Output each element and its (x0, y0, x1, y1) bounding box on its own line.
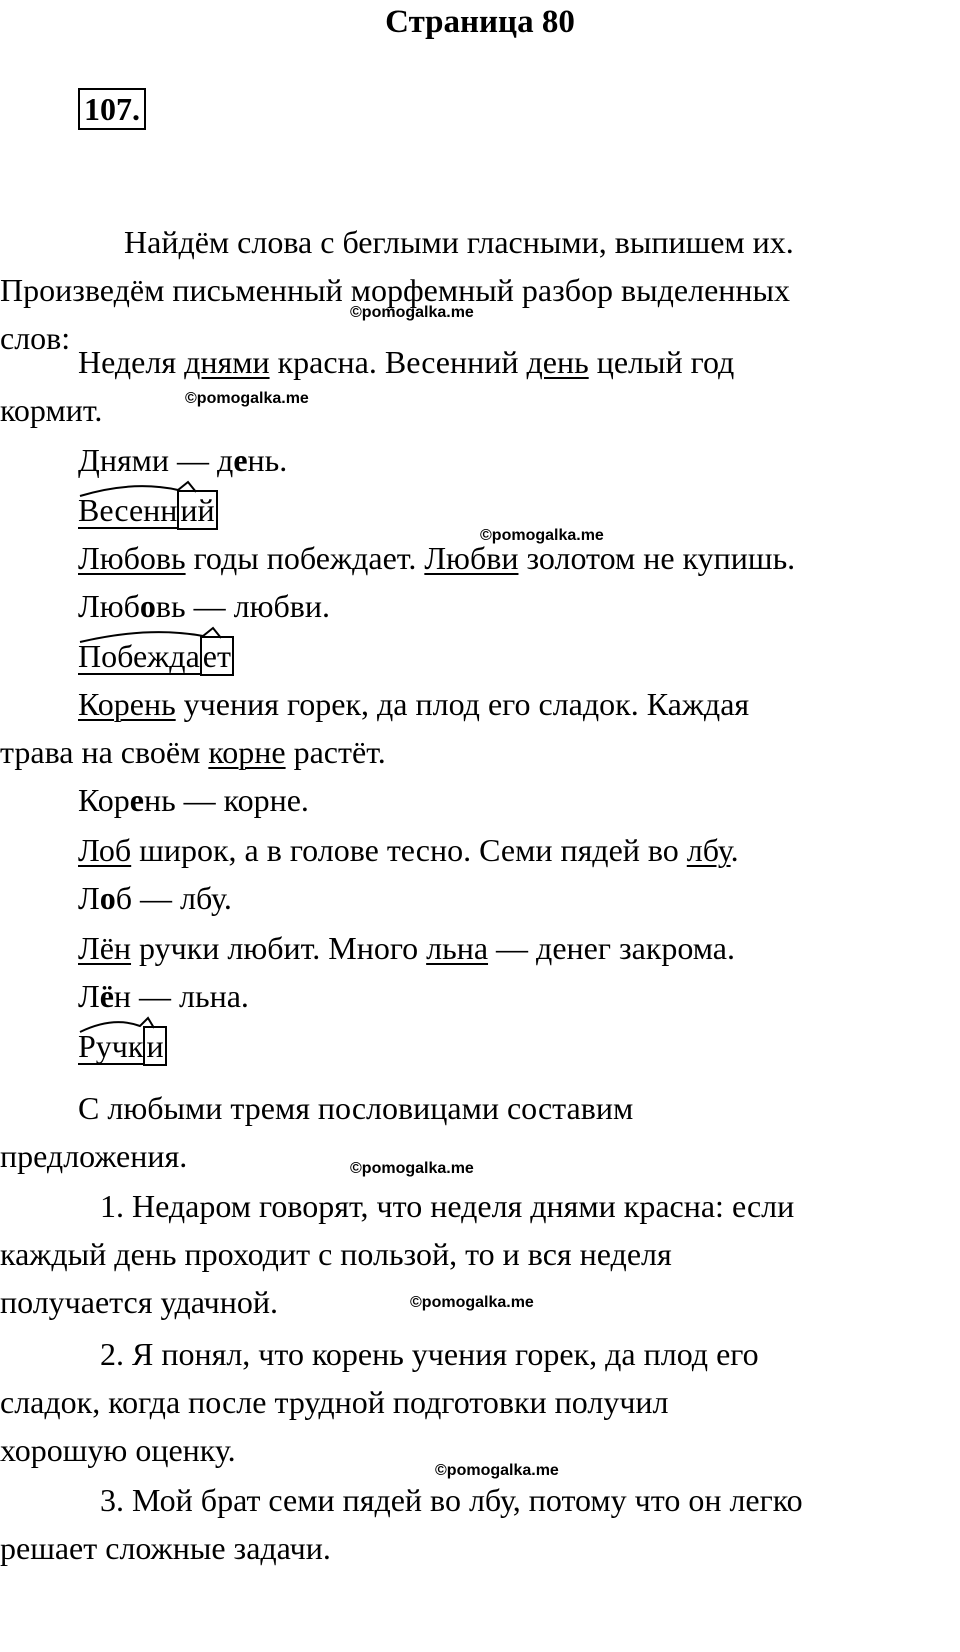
sentence-line: решает сложные задачи. (0, 1530, 331, 1566)
watermark: ©pomogalka.me (435, 1462, 559, 1479)
text: Кор (78, 782, 130, 818)
pair-line (78, 878, 232, 918)
root-arc-icon (78, 1014, 198, 1034)
fluent-vowel: е (129, 782, 144, 818)
morpheme-parse (78, 636, 234, 676)
morpheme-parse (78, 490, 218, 530)
root-arc-icon (78, 478, 238, 498)
ending: ет (200, 636, 234, 676)
text: н — льна. (113, 978, 249, 1014)
task-line: С любыми тремя пословицами составим (78, 1090, 634, 1126)
text: ручки любит. Много (131, 930, 427, 966)
text: целый год (588, 344, 735, 380)
watermark: ©pomogalka.me (410, 1294, 534, 1311)
highlighted-word: Лоб (78, 832, 132, 868)
text: учения горек, да плод его сладок. Каждая (175, 686, 750, 722)
text: красна. Весенний (269, 344, 527, 380)
text: золотом не купишь. (518, 540, 796, 576)
pair-line (78, 780, 309, 820)
fluent-vowel: о (99, 880, 116, 916)
text: растёт. (285, 734, 386, 770)
text: вь — любви. (155, 588, 330, 624)
highlighted-word: корне (208, 734, 286, 770)
highlighted-word: Корень (78, 686, 176, 722)
watermark: ©pomogalka.me (480, 527, 604, 544)
sentence-line: хорошую оценку. (0, 1432, 236, 1468)
intro-line: Произведём письменный морфемный разбор выделенных (0, 272, 791, 308)
highlighted-word: Любовь (78, 540, 186, 576)
ending: и (143, 1026, 166, 1066)
watermark: ©pomogalka.me (350, 304, 474, 321)
pair-line (78, 440, 287, 480)
proverb-line (78, 538, 795, 578)
page-title: Страница 80 (385, 4, 575, 40)
text: нь — корне. (143, 782, 309, 818)
intro-line: слов: (0, 320, 71, 356)
fluent-vowel: е (233, 442, 248, 478)
fluent-vowel: ё (99, 978, 114, 1014)
pair-line (78, 586, 330, 626)
stem: Весенн (78, 492, 178, 528)
fluent-vowel: о (139, 588, 156, 624)
highlighted-word: лбу (686, 832, 731, 868)
sentence-line: каждый день проходит с пользой, то и вся неделя (0, 1236, 672, 1272)
intro-line: Найдём слова с беглыми гласными, выпишем их. (124, 224, 794, 260)
text: — денег закрома. (488, 930, 735, 966)
highlighted-word: Любви (424, 540, 519, 576)
task-line: предложения. (0, 1138, 188, 1174)
proverb-line (78, 342, 734, 382)
text: широк, а в голове тесно. Семи пядей во (131, 832, 687, 868)
text: нь. (247, 442, 288, 478)
text: б — лбу. (115, 880, 232, 916)
text: Л (78, 880, 100, 916)
stem: Ручк (78, 1028, 144, 1064)
morpheme-parse (78, 1026, 167, 1066)
highlighted-word: день (526, 344, 589, 380)
proverb-line: кормит. (0, 392, 103, 428)
sentence-line: 1. Недаром говорят, что неделя днями красна: если (100, 1188, 795, 1224)
text: Л (78, 978, 100, 1014)
proverb-line (78, 928, 735, 968)
highlighted-word: Лён (78, 930, 132, 966)
watermark: ©pomogalka.me (185, 390, 309, 407)
text: годы побеждает. (185, 540, 425, 576)
text: Днями — д (78, 442, 234, 478)
text: трава на своём (0, 734, 209, 770)
sentence-line: 3. Мой брат семи пядей во лбу, потому что он легко (100, 1482, 803, 1518)
proverb-line (78, 684, 749, 724)
stem: Побежда (78, 638, 200, 674)
task-number: 107. (78, 88, 146, 130)
pair-line (78, 976, 249, 1016)
ending: ий (177, 490, 217, 530)
sentence-line: получается удачной. (0, 1284, 278, 1320)
text: Люб (78, 588, 140, 624)
highlighted-word: днями (184, 344, 270, 380)
watermark: ©pomogalka.me (350, 1160, 474, 1177)
sentence-line: сладок, когда после трудной подготовки получил (0, 1384, 669, 1420)
proverb-line (0, 732, 386, 772)
text: Неделя (78, 344, 185, 380)
root-arc-icon (78, 624, 258, 644)
proverb-line (78, 830, 739, 870)
highlighted-word: льна (426, 930, 489, 966)
text: . (730, 832, 739, 868)
sentence-line: 2. Я понял, что корень учения горек, да плод его (100, 1336, 759, 1372)
